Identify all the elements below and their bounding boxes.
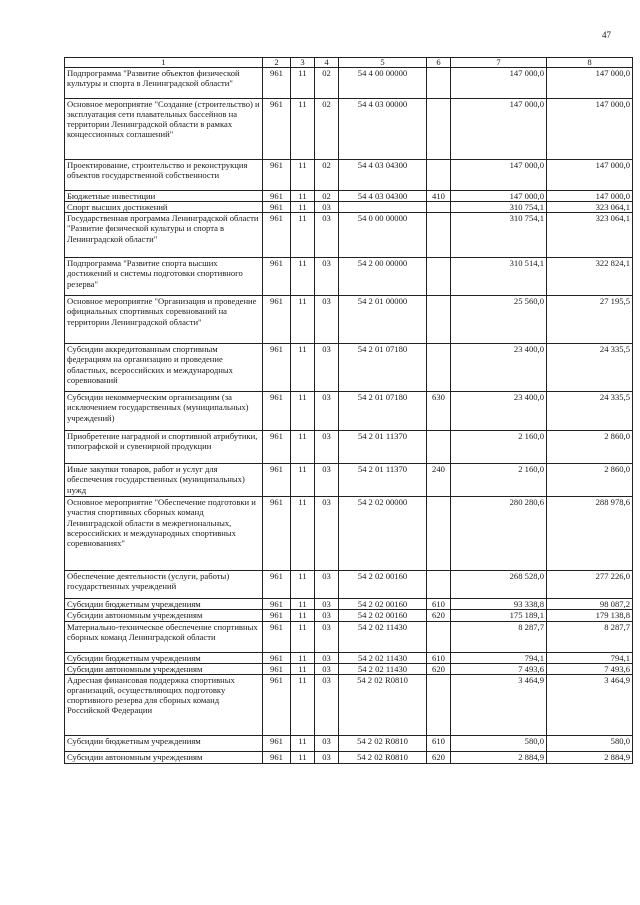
expense-type bbox=[427, 621, 451, 652]
row-name: Подпрограмма "Развитие объектов физической культуры и спорта в Ленинградской области" bbox=[65, 68, 263, 99]
expense-type bbox=[427, 344, 451, 392]
gr-code: 961 bbox=[263, 344, 291, 392]
amount-year-2: 147 000,0 bbox=[547, 191, 633, 202]
column-header: 8 bbox=[547, 58, 633, 68]
subsection-code: 03 bbox=[315, 344, 339, 392]
subsection-code: 03 bbox=[315, 392, 339, 431]
expense-type: 610 bbox=[427, 735, 451, 751]
target-article: 54 4 03 04300 bbox=[339, 160, 427, 191]
amount-year-1: 580,0 bbox=[451, 735, 547, 751]
expense-type: 630 bbox=[427, 392, 451, 431]
section-code: 11 bbox=[291, 751, 315, 763]
gr-code: 961 bbox=[263, 663, 291, 674]
amount-year-1: 310 754,1 bbox=[451, 202, 547, 213]
row-name: Субсидии автономным учреждениям bbox=[65, 663, 263, 674]
section-code: 11 bbox=[291, 202, 315, 213]
row-name: Субсидии аккредитованным спортивным федерациям на организацию и проведение областных, всероссийских и международных соревнований bbox=[65, 344, 263, 392]
subsection-code: 02 bbox=[315, 99, 339, 160]
subsection-code: 03 bbox=[315, 674, 339, 735]
target-article: 54 2 01 11370 bbox=[339, 464, 427, 497]
section-code: 11 bbox=[291, 296, 315, 344]
table-row bbox=[65, 160, 633, 191]
row-name: Приобретение наградной и спортивной атрибутики, типографской и сувенирной продукции bbox=[65, 431, 263, 464]
expense-type: 410 bbox=[427, 191, 451, 202]
amount-year-2: 3 464,9 bbox=[547, 674, 633, 735]
gr-code: 961 bbox=[263, 392, 291, 431]
gr-code: 961 bbox=[263, 751, 291, 763]
row-name: Государственная программа Ленинградской области "Развитие физической культуры и спорта в Ленинградской области" bbox=[65, 213, 263, 258]
expense-type bbox=[427, 674, 451, 735]
row-name: Основное мероприятие "Создание (строительство) и эксплуатация сети плавательных бассейнов на территории Ленинградской области в рамках концессионных соглашений" bbox=[65, 99, 263, 160]
amount-year-1: 310 514,1 bbox=[451, 258, 547, 296]
section-code: 11 bbox=[291, 344, 315, 392]
gr-code: 961 bbox=[263, 202, 291, 213]
amount-year-1: 268 528,0 bbox=[451, 571, 547, 599]
amount-year-2: 288 978,6 bbox=[547, 497, 633, 571]
table-row bbox=[65, 610, 633, 621]
amount-year-1: 2 884,9 bbox=[451, 751, 547, 763]
budget-table bbox=[64, 57, 633, 764]
row-name: Бюджетные инвестиции bbox=[65, 191, 263, 202]
gr-code: 961 bbox=[263, 497, 291, 571]
section-code: 11 bbox=[291, 68, 315, 99]
subsection-code: 03 bbox=[315, 431, 339, 464]
subsection-code: 03 bbox=[315, 497, 339, 571]
gr-code: 961 bbox=[263, 258, 291, 296]
amount-year-2: 2 860,0 bbox=[547, 464, 633, 497]
expense-type bbox=[427, 296, 451, 344]
expense-type bbox=[427, 99, 451, 160]
table-row bbox=[65, 663, 633, 674]
section-code: 11 bbox=[291, 160, 315, 191]
gr-code: 961 bbox=[263, 68, 291, 99]
table-row bbox=[65, 191, 633, 202]
expense-type bbox=[427, 213, 451, 258]
table-row bbox=[65, 621, 633, 652]
subsection-code: 02 bbox=[315, 191, 339, 202]
table-row bbox=[65, 431, 633, 464]
row-name: Подпрограмма "Развитие спорта высших достижений и системы подготовки спортивного резерва" bbox=[65, 258, 263, 296]
target-article: 54 2 01 07180 bbox=[339, 344, 427, 392]
amount-year-2: 24 335,5 bbox=[547, 344, 633, 392]
target-article: 54 2 02 00160 bbox=[339, 571, 427, 599]
amount-year-2: 323 064,1 bbox=[547, 213, 633, 258]
expense-type: 240 bbox=[427, 464, 451, 497]
target-article: 54 2 02 R0810 bbox=[339, 735, 427, 751]
gr-code: 961 bbox=[263, 674, 291, 735]
column-header: 1 bbox=[65, 58, 263, 68]
subsection-code: 02 bbox=[315, 68, 339, 99]
target-article: 54 2 01 00000 bbox=[339, 296, 427, 344]
amount-year-1: 7 493,6 bbox=[451, 663, 547, 674]
row-name: Материально-техническое обеспечение спортивных сборных команд Ленинградской области bbox=[65, 621, 263, 652]
target-article: 54 2 02 00160 bbox=[339, 610, 427, 621]
row-name: Субсидии автономным учреждениям bbox=[65, 751, 263, 763]
subsection-code: 03 bbox=[315, 296, 339, 344]
subsection-code: 03 bbox=[315, 464, 339, 497]
target-article bbox=[339, 202, 427, 213]
gr-code: 961 bbox=[263, 191, 291, 202]
amount-year-2: 7 493,6 bbox=[547, 663, 633, 674]
amount-year-1: 147 000,0 bbox=[451, 160, 547, 191]
column-header: 4 bbox=[315, 58, 339, 68]
amount-year-2: 580,0 bbox=[547, 735, 633, 751]
amount-year-1: 3 464,9 bbox=[451, 674, 547, 735]
subsection-code: 03 bbox=[315, 652, 339, 663]
row-name: Спорт высших достижений bbox=[65, 202, 263, 213]
row-name: Субсидии бюджетным учреждениям bbox=[65, 735, 263, 751]
amount-year-2: 277 226,0 bbox=[547, 571, 633, 599]
amount-year-2: 179 138,8 bbox=[547, 610, 633, 621]
gr-code: 961 bbox=[263, 621, 291, 652]
amount-year-2: 98 087,2 bbox=[547, 599, 633, 610]
table-row bbox=[65, 735, 633, 751]
row-name: Адресная финансовая поддержка спортивных организаций, осуществляющих подготовку спортивного резерва для сборных команд Российской Федерации bbox=[65, 674, 263, 735]
gr-code: 961 bbox=[263, 160, 291, 191]
target-article: 54 2 02 11430 bbox=[339, 652, 427, 663]
gr-code: 961 bbox=[263, 213, 291, 258]
section-code: 11 bbox=[291, 191, 315, 202]
target-article: 54 2 00 00000 bbox=[339, 258, 427, 296]
subsection-code: 03 bbox=[315, 735, 339, 751]
table-row bbox=[65, 344, 633, 392]
section-code: 11 bbox=[291, 431, 315, 464]
section-code: 11 bbox=[291, 599, 315, 610]
table-row bbox=[65, 652, 633, 663]
subsection-code: 03 bbox=[315, 258, 339, 296]
subsection-code: 03 bbox=[315, 751, 339, 763]
section-code: 11 bbox=[291, 571, 315, 599]
column-header: 7 bbox=[451, 58, 547, 68]
amount-year-1: 23 400,0 bbox=[451, 392, 547, 431]
table-row bbox=[65, 213, 633, 258]
section-code: 11 bbox=[291, 621, 315, 652]
amount-year-1: 175 189,1 bbox=[451, 610, 547, 621]
expense-type: 610 bbox=[427, 599, 451, 610]
gr-code: 961 bbox=[263, 464, 291, 497]
target-article: 54 2 02 R0810 bbox=[339, 674, 427, 735]
amount-year-2: 2 884,9 bbox=[547, 751, 633, 763]
section-code: 11 bbox=[291, 99, 315, 160]
subsection-code: 03 bbox=[315, 571, 339, 599]
table-row bbox=[65, 599, 633, 610]
amount-year-1: 147 000,0 bbox=[451, 99, 547, 160]
subsection-code: 03 bbox=[315, 213, 339, 258]
row-name: Субсидии бюджетным учреждениям bbox=[65, 652, 263, 663]
table-header-row bbox=[65, 58, 633, 68]
gr-code: 961 bbox=[263, 735, 291, 751]
table-row bbox=[65, 497, 633, 571]
amount-year-2: 24 335,5 bbox=[547, 392, 633, 431]
column-header: 3 bbox=[291, 58, 315, 68]
gr-code: 961 bbox=[263, 431, 291, 464]
table-row bbox=[65, 392, 633, 431]
amount-year-2: 147 000,0 bbox=[547, 160, 633, 191]
amount-year-2: 147 000,0 bbox=[547, 99, 633, 160]
row-name: Основное мероприятие "Организация и проведение официальных спортивных соревнований на территории Ленинградской области" bbox=[65, 296, 263, 344]
amount-year-1: 8 287,7 bbox=[451, 621, 547, 652]
amount-year-1: 147 000,0 bbox=[451, 68, 547, 99]
row-name: Субсидии некоммерческим организациям (за исключением государственных (муниципальных) учреждений) bbox=[65, 392, 263, 431]
target-article: 54 4 03 04300 bbox=[339, 191, 427, 202]
expense-type bbox=[427, 431, 451, 464]
column-header: 2 bbox=[263, 58, 291, 68]
section-code: 11 bbox=[291, 735, 315, 751]
target-article: 54 4 00 00000 bbox=[339, 68, 427, 99]
expense-type: 610 bbox=[427, 652, 451, 663]
target-article: 54 2 02 11430 bbox=[339, 663, 427, 674]
amount-year-2: 323 064,1 bbox=[547, 202, 633, 213]
row-name: Иные закупки товаров, работ и услуг для обеспечения государственных (муниципальных) нужд bbox=[65, 464, 263, 497]
expense-type bbox=[427, 258, 451, 296]
table-row bbox=[65, 202, 633, 213]
table-row bbox=[65, 258, 633, 296]
target-article: 54 2 02 00000 bbox=[339, 497, 427, 571]
amount-year-1: 310 754,1 bbox=[451, 213, 547, 258]
table-row bbox=[65, 99, 633, 160]
table-row bbox=[65, 751, 633, 763]
amount-year-1: 147 000,0 bbox=[451, 191, 547, 202]
amount-year-2: 2 860,0 bbox=[547, 431, 633, 464]
target-article: 54 2 02 R0810 bbox=[339, 751, 427, 763]
gr-code: 961 bbox=[263, 99, 291, 160]
row-name: Обеспечение деятельности (услуги, работы) государственных учреждений bbox=[65, 571, 263, 599]
section-code: 11 bbox=[291, 392, 315, 431]
expense-type bbox=[427, 571, 451, 599]
table-row bbox=[65, 464, 633, 497]
amount-year-2: 8 287,7 bbox=[547, 621, 633, 652]
section-code: 11 bbox=[291, 674, 315, 735]
amount-year-1: 93 338,8 bbox=[451, 599, 547, 610]
target-article: 54 2 01 11370 bbox=[339, 431, 427, 464]
amount-year-2: 147 000,0 bbox=[547, 68, 633, 99]
table-row bbox=[65, 296, 633, 344]
gr-code: 961 bbox=[263, 599, 291, 610]
amount-year-1: 794,1 bbox=[451, 652, 547, 663]
expense-type bbox=[427, 497, 451, 571]
section-code: 11 bbox=[291, 497, 315, 571]
amount-year-1: 2 160,0 bbox=[451, 431, 547, 464]
subsection-code: 02 bbox=[315, 160, 339, 191]
amount-year-2: 27 195,5 bbox=[547, 296, 633, 344]
row-name: Основное мероприятие "Обеспечение подготовки и участия спортивных сборных команд Ленинградской области в межрегиональных, всероссийских и международных спортивных соревнованиях" bbox=[65, 497, 263, 571]
gr-code: 961 bbox=[263, 571, 291, 599]
row-name: Субсидии автономным учреждениям bbox=[65, 610, 263, 621]
expense-type bbox=[427, 202, 451, 213]
gr-code: 961 bbox=[263, 652, 291, 663]
gr-code: 961 bbox=[263, 296, 291, 344]
amount-year-2: 794,1 bbox=[547, 652, 633, 663]
section-code: 11 bbox=[291, 258, 315, 296]
gr-code: 961 bbox=[263, 610, 291, 621]
table-row bbox=[65, 68, 633, 99]
subsection-code: 03 bbox=[315, 202, 339, 213]
amount-year-1: 25 560,0 bbox=[451, 296, 547, 344]
amount-year-1: 280 280,6 bbox=[451, 497, 547, 571]
target-article: 54 4 03 00000 bbox=[339, 99, 427, 160]
page-number: 47 bbox=[602, 30, 611, 40]
section-code: 11 bbox=[291, 213, 315, 258]
expense-type: 620 bbox=[427, 663, 451, 674]
amount-year-1: 2 160,0 bbox=[451, 464, 547, 497]
target-article: 54 2 02 11430 bbox=[339, 621, 427, 652]
table-row bbox=[65, 674, 633, 735]
subsection-code: 03 bbox=[315, 599, 339, 610]
expense-type: 620 bbox=[427, 751, 451, 763]
section-code: 11 bbox=[291, 663, 315, 674]
subsection-code: 03 bbox=[315, 663, 339, 674]
expense-type: 620 bbox=[427, 610, 451, 621]
column-header: 5 bbox=[339, 58, 427, 68]
target-article: 54 2 01 07180 bbox=[339, 392, 427, 431]
column-header: 6 bbox=[427, 58, 451, 68]
expense-type bbox=[427, 160, 451, 191]
subsection-code: 03 bbox=[315, 610, 339, 621]
section-code: 11 bbox=[291, 464, 315, 497]
target-article: 54 0 00 00000 bbox=[339, 213, 427, 258]
row-name: Субсидии бюджетным учреждениям bbox=[65, 599, 263, 610]
section-code: 11 bbox=[291, 652, 315, 663]
amount-year-2: 322 824,1 bbox=[547, 258, 633, 296]
section-code: 11 bbox=[291, 610, 315, 621]
subsection-code: 03 bbox=[315, 621, 339, 652]
amount-year-1: 23 400,0 bbox=[451, 344, 547, 392]
target-article: 54 2 02 00160 bbox=[339, 599, 427, 610]
row-name: Проектирование, строительство и реконструкция объектов государственной собственности bbox=[65, 160, 263, 191]
table-row bbox=[65, 571, 633, 599]
expense-type bbox=[427, 68, 451, 99]
